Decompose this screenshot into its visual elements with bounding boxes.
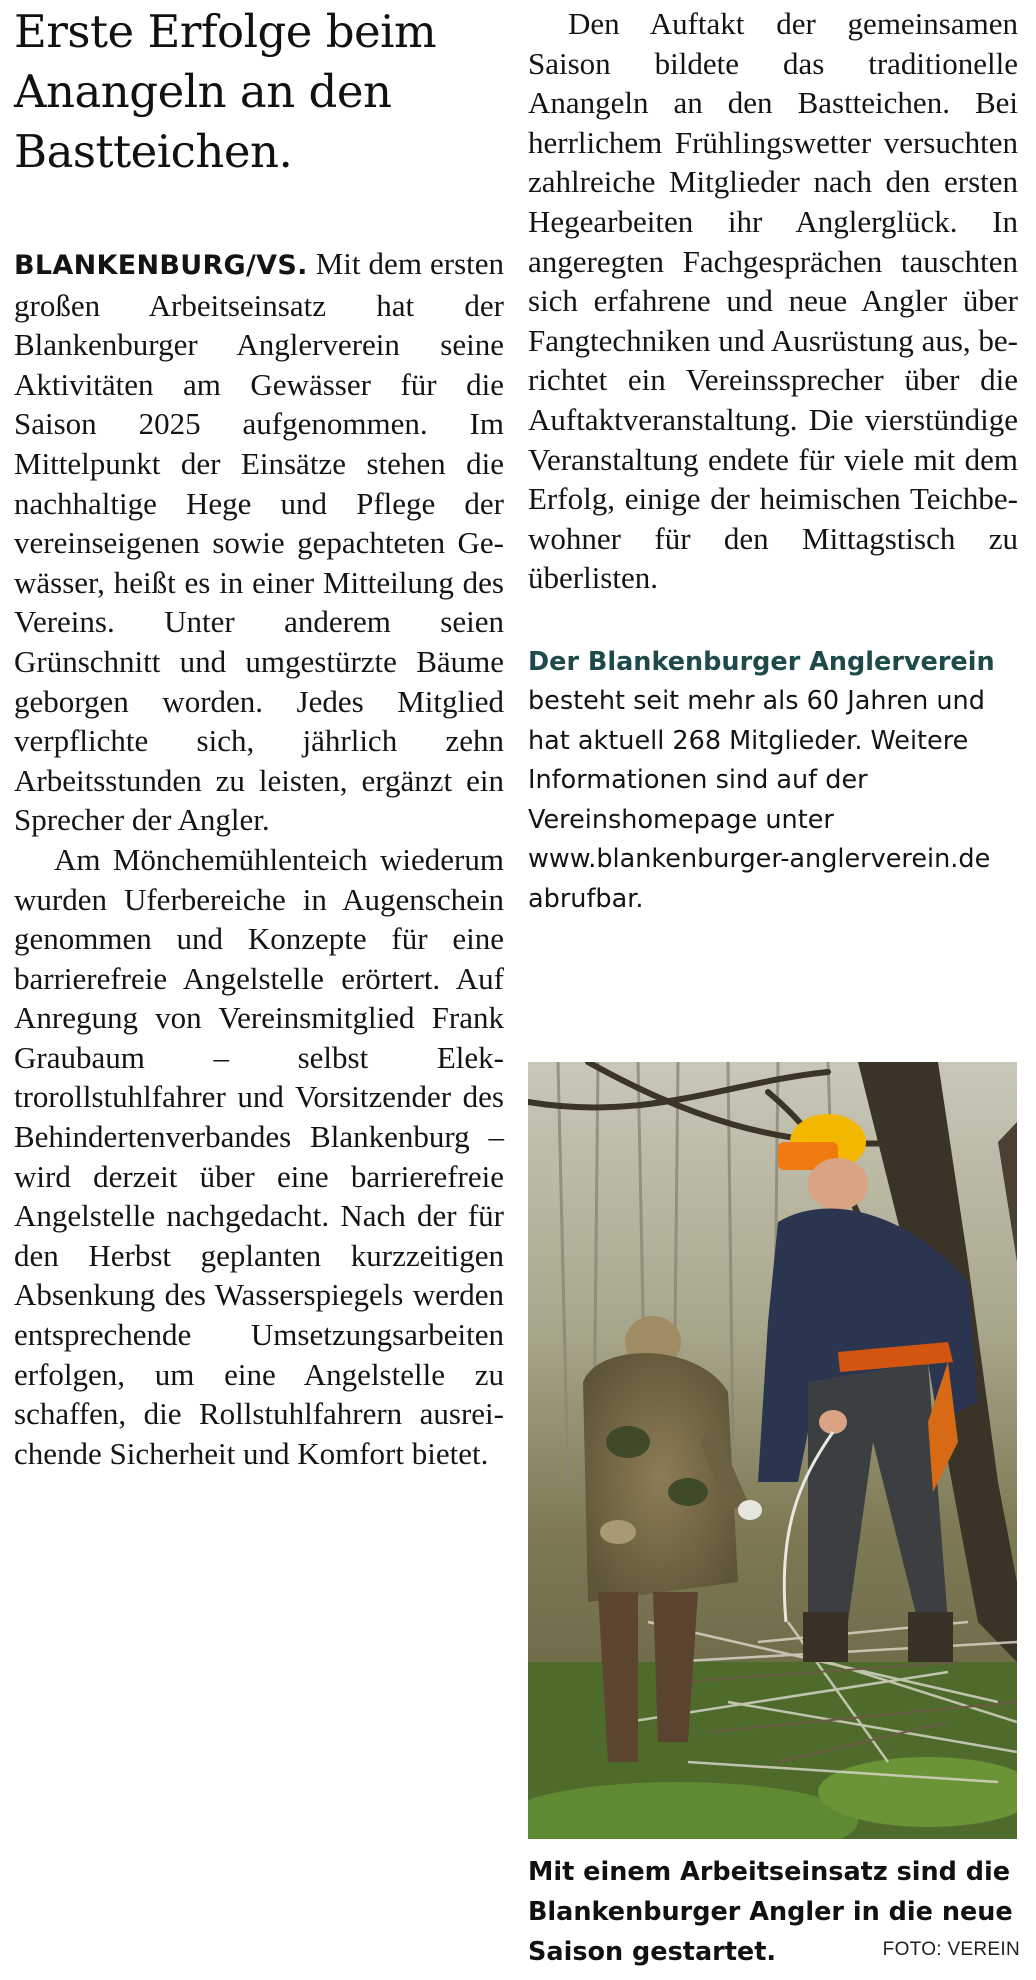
paragraph-1-text: Mit dem ersten großen Arbeitseinsatz hat der Blankenburger Anglerverein seine Aktivitäten am Gewässer für die Saison 2025 aufgenommen. Im Mittelpunkt der Einsätze stehen die nachhaltige Hege und Pflege der vereinseigenen sowie gepachteten Gewässer, heißt es in einer Mitteilung des Vereins. Unter anderem seien Grünschnitt und umgestürzte Bäume geborgen worden. Jedes Mitglied verpflichte sich, jährlich zehn Arbeitsstunden zu leisten, ergänzt ein Sprecher der Angler. xyxy=(14,246,505,838)
info-box-text: besteht seit mehr als 60 Jahren und hat aktuell 268 Mitglieder. Weitere Informationen sind auf der Vereinshomepage unter www.blankenburger-anglerverein.de abrufbar. xyxy=(528,686,991,914)
photo-illustration xyxy=(528,1062,1017,1839)
info-box-lead: Der Blankenburger Anglerverein xyxy=(528,646,995,677)
article-paragraph-1 xyxy=(14,244,504,840)
caption-text: Mit einem Arbeitseinsatz sind die Blankenburger Angler in die neue Saison gestartet. xyxy=(528,1857,1013,1967)
photo-caption xyxy=(528,1852,1020,1972)
left-column xyxy=(14,0,504,1473)
article-paragraph-2: Am Mönchemühlenteich wiederum wurden Uferbereiche in Augenschein genommen und Konzepte für eine barrierefreie Angelstelle erörtert. Auf Anregung von Vereinsmitglied Frank Graubaum – selbst Elektrorollstuhlfahrer und Vorsitzender des Behindertenverbandes Blankenburg – wird derzeit über eine barrierefreie Angelstelle nachgedacht. Nach der für den Herbst geplanten kurzzeitigen Absenkung des Wasserspiegels werden entsprechende Umsetzungsarbeiten erfolgen, um eine Angelstelle zu schaffen, die Rollstuhlfahrern ausreichende Sicherheit und Komfort bietet. xyxy=(14,841,504,1471)
article-photo xyxy=(528,1062,1017,1839)
dateline: BLANKENBURG/VS. xyxy=(14,250,308,281)
photo-credit: FOTO: VEREIN xyxy=(882,1939,1020,1960)
right-column xyxy=(528,0,1018,919)
article-paragraph-3: Den Auftakt der gemeinsamen Saison bildete das traditionelle Anangeln an den Bastteichen. Bei herrlichem Frühlingswetter versuchten zahlreiche Mitglieder nach den ersten Hegearbeiten ihr Anglerglück. In angeregten Fachgesprächen tauschten sich erfahrene und neue Angler über Fangtechniken und Ausrüstung aus, berichtet ein Vereinssprecher über die Auftaktveranstaltung. Die vierstündige Veranstaltung endete für viele mit dem Erfolg, einige der heimischen Teichbewohner für den Mittagstisch zu überlisten. xyxy=(528,6,1018,596)
article-headline: Erste Erfolge beim Anangeln an den Bastteichen. xyxy=(14,5,437,178)
info-box xyxy=(528,643,1018,920)
